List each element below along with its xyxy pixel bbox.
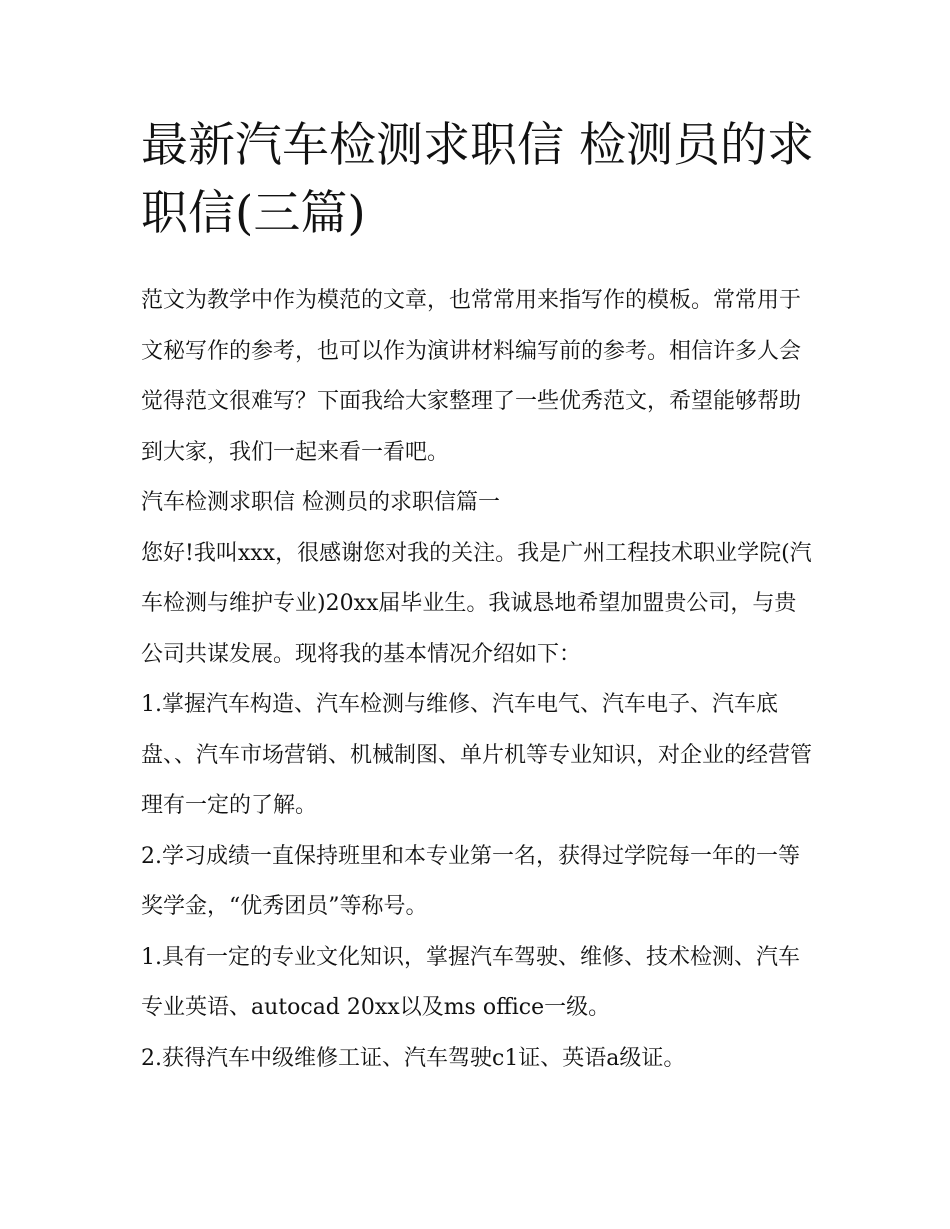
skill-item-1: 1.具有一定的专业文化知识，掌握汽车驾驶、维修、技术检测、汽车专业英语、autocad 20xx以及ms office一级。 xyxy=(141,944,800,1020)
knowledge-item-1: 1.掌握汽车构造、汽车检测与维修、汽车电气、汽车电子、汽车底盘、、汽车市场营销、机械制图、单片机等专业知识，对企业的经营管理有一定的了解。 xyxy=(141,692,813,818)
document-title: 最新汽车检测求职信 检测员的求职信(三篇) xyxy=(141,118,814,241)
skill-item-2: 2.获得汽车中级维修工证、汽车驾驶c1证、英语a级证。 xyxy=(141,1045,686,1071)
section-heading: 汽车检测求职信 检测员的求职信篇一 xyxy=(141,490,500,515)
intro-paragraph: 范文为教学中作为模范的文章，也常常用来指写作的模板。常常用于文秘写作的参考，也可以作为演讲材料编写前的参考。相信许多人会觉得范文很难写？下面我给大家整理了一些优秀范文，希望能够帮助到大家，我们一起来看一看吧。 xyxy=(141,288,802,465)
document-body xyxy=(141,276,816,1084)
knowledge-item-2: 2.学习成绩一直保持班里和本专业第一名，获得过学院每一年的一等奖学金，“优秀团员”等称号。 xyxy=(141,843,800,919)
greeting-paragraph: 您好!我叫xxx，很感谢您对我的关注。我是广州工程技术职业学院(汽车检测与维护专业)20xx届毕业生。我诚恳地希望加盟贵公司，与贵公司共谋发展。现将我的基本情况介绍如下： xyxy=(141,540,812,667)
